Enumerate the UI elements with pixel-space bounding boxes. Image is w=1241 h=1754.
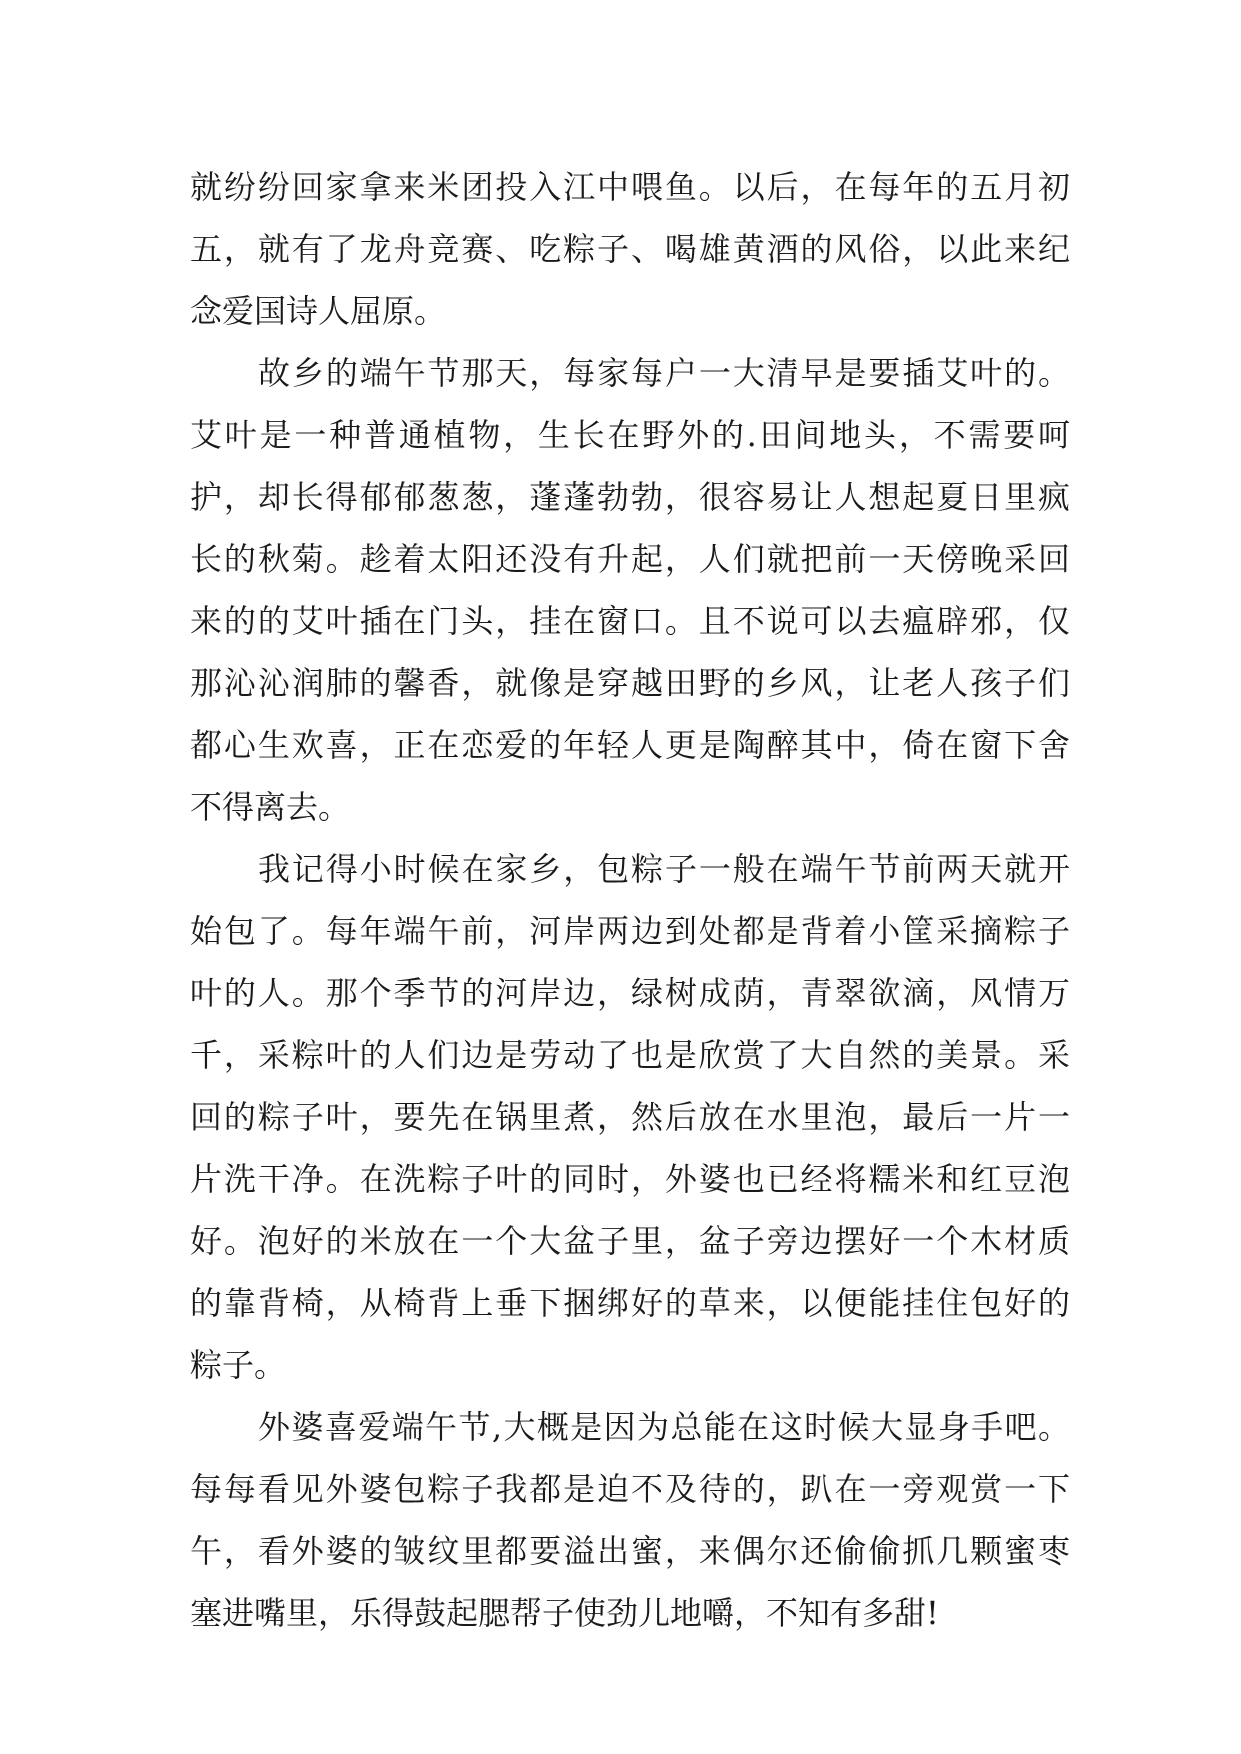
- text-line: 不得离去。: [190, 788, 351, 826]
- text-line: 片洗干净。在洗粽子叶的同时，外婆也已经将糯米和红豆泡: [190, 1160, 1070, 1198]
- text-line: 每每看见外婆包粽子我都是迫不及待的，趴在一旁观赏一下: [190, 1470, 1070, 1508]
- text-line: 的靠背椅，从椅背上垂下捆绑好的草来，以便能挂住包好的: [190, 1284, 1070, 1322]
- text-line: 塞进嘴里，乐得鼓起腮帮子使劲儿地嚼，不知有多甜!: [190, 1594, 939, 1632]
- text-line: 午，看外婆的皱纹里都要溢出蜜，来偶尔还偷偷抓几颗蜜枣: [190, 1532, 1070, 1570]
- text-line: 念爱国诗人屈原。: [190, 292, 447, 330]
- body-text: [190, 156, 1070, 1644]
- text-line: 来的的艾叶插在门头，挂在窗口。且不说可以去瘟辟邪，仅: [190, 602, 1070, 640]
- text-line: 回的粽子叶，要先在锅里煮，然后放在水里泡，最后一片一: [190, 1098, 1070, 1136]
- text-line: 叶的人。那个季节的河岸边，绿树成荫，青翠欲滴，风情万: [190, 974, 1070, 1012]
- text-line: 都心生欢喜，正在恋爱的年轻人更是陶醉其中，倚在窗下舍: [190, 726, 1070, 764]
- text-line: 外婆喜爱端午节,大概是因为总能在这时候大显身手吧。: [258, 1408, 1070, 1446]
- text-line: 艾叶是一种普通植物，生长在野外的.田间地头，不需要呵: [190, 416, 1070, 454]
- text-line: 长的秋菊。趁着太阳还没有升起，人们就把前一天傍晚采回: [190, 540, 1070, 578]
- text-line: 护，却长得郁郁葱葱，蓬蓬勃勃，很容易让人想起夏日里疯: [190, 478, 1070, 516]
- paragraph: [190, 342, 1070, 838]
- text-line: 始包了。每年端午前，河岸两边到处都是背着小筐采摘粽子: [190, 912, 1070, 950]
- text-line: 千，采粽叶的人们边是劳动了也是欣赏了大自然的美景。采: [190, 1036, 1070, 1074]
- text-line: 粽子。: [190, 1346, 287, 1384]
- text-line: 我记得小时候在家乡，包粽子一般在端午节前两天就开: [258, 850, 1070, 888]
- text-line: 故乡的端午节那天，每家每户一大清早是要插艾叶的。: [258, 354, 1070, 392]
- paragraph: [190, 156, 1070, 342]
- text-line: 就纷纷回家拿来米团投入江中喂鱼。以后，在每年的五月初: [190, 168, 1070, 206]
- text-line: 五，就有了龙舟竞赛、吃粽子、喝雄黄酒的风俗，以此来纪: [190, 230, 1070, 268]
- text-line: 那沁沁润肺的馨香，就像是穿越田野的乡风，让老人孩子们: [190, 664, 1070, 702]
- paragraph: [190, 838, 1070, 1396]
- paragraph: [190, 1396, 1070, 1644]
- text-line: 好。泡好的米放在一个大盆子里，盆子旁边摆好一个木材质: [190, 1222, 1070, 1260]
